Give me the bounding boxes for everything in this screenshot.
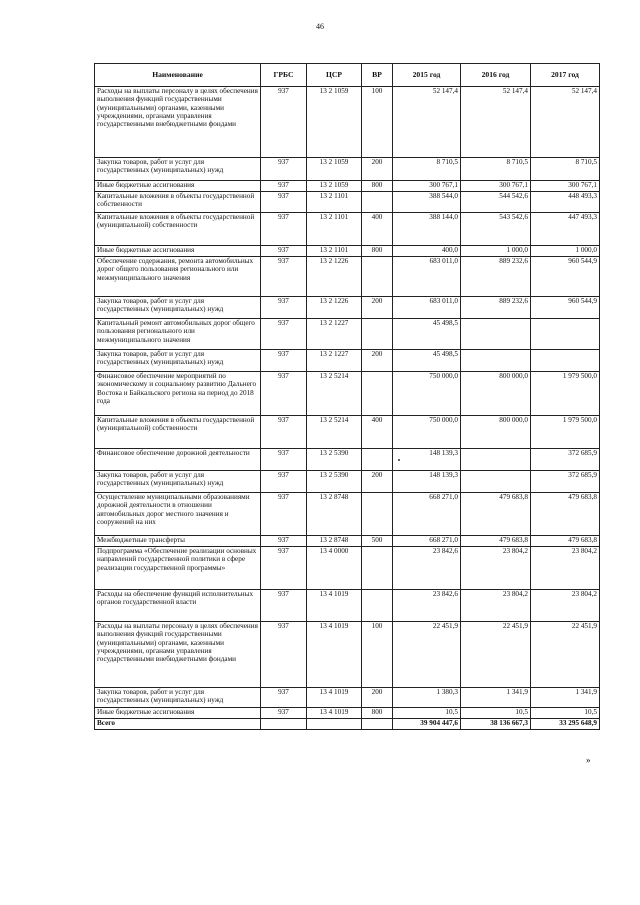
- row-grbs: 937: [261, 257, 307, 297]
- row-name: Закупка товаров, работ и услуг для государственных (муниципальных) нужд: [95, 688, 261, 708]
- row-2015: 148 139,3: [393, 471, 461, 493]
- row-name: Закупка товаров, работ и услуг для государственных (муниципальных) нужд: [95, 297, 261, 319]
- row-grbs: 937: [261, 493, 307, 536]
- row-2017: [531, 319, 600, 350]
- row-csr: 13 4 1019: [307, 708, 362, 719]
- row-2016: 543 542,6: [461, 213, 531, 246]
- row-grbs: 937: [261, 213, 307, 246]
- row-grbs: 937: [261, 297, 307, 319]
- row-2015: 388 144,0: [393, 213, 461, 246]
- row-2015: 300 767,1: [393, 181, 461, 192]
- row-2017: 448 493,3: [531, 192, 600, 213]
- row-2016: 10,5: [461, 708, 531, 719]
- row-2015: 683 011,0: [393, 297, 461, 319]
- row-2015: 8 710,5: [393, 158, 461, 181]
- row-grbs: 937: [261, 590, 307, 622]
- row-vr: 800: [362, 246, 393, 257]
- table-row: [95, 158, 600, 181]
- row-vr: [362, 192, 393, 213]
- row-csr: 13 2 1226: [307, 257, 362, 297]
- row-name: Финансовое обеспечение мероприятий по экономическому и социальному развитию Дальнего Востока и Байкальского региона на период до 2018 года: [95, 372, 261, 416]
- row-2017: 300 767,1: [531, 181, 600, 192]
- row-2016: [461, 319, 531, 350]
- row-csr: 13 4 0000: [307, 547, 362, 590]
- row-name: Закупка товаров, работ и услуг для государственных (муниципальных) нужд: [95, 158, 261, 181]
- total-label: Всего: [95, 719, 261, 730]
- row-2015: 668 271,0: [393, 493, 461, 536]
- row-csr: 13 2 1059: [307, 181, 362, 192]
- page-number: 46: [316, 22, 324, 31]
- table-row: [95, 471, 600, 493]
- table-row: [95, 493, 600, 536]
- row-2015: 52 147,4: [393, 87, 461, 158]
- row-name: Закупка товаров, работ и услуг для государственных (муниципальных) нужд: [95, 471, 261, 493]
- table-row: [95, 688, 600, 708]
- row-2017: 1 979 500,0: [531, 372, 600, 416]
- column-header-2017: 2017 год: [531, 64, 600, 87]
- row-name: Иные бюджетные ассигнования: [95, 246, 261, 257]
- row-name: Иные бюджетные ассигнования: [95, 708, 261, 719]
- row-2017: 23 804,2: [531, 547, 600, 590]
- row-grbs: 937: [261, 688, 307, 708]
- row-2017: 22 451,9: [531, 622, 600, 688]
- row-name: Расходы на выплаты персоналу в целях обеспечения выполнения функций государственными (муниципальными) органами, казенными учреждениями, органами управления государственными внебюджетными фондами: [95, 87, 261, 158]
- row-2016: [461, 350, 531, 372]
- table-row: [95, 192, 600, 213]
- row-grbs: 937: [261, 246, 307, 257]
- column-header-grbs: ГРБС: [261, 64, 307, 87]
- table-row: [95, 257, 600, 297]
- row-vr: 200: [362, 471, 393, 493]
- row-2015: 23 842,6: [393, 547, 461, 590]
- row-2016: 889 232,6: [461, 297, 531, 319]
- row-2017: 10,5: [531, 708, 600, 719]
- row-2017: 52 147,4: [531, 87, 600, 158]
- row-grbs: 937: [261, 547, 307, 590]
- row-2015: 668 271,0: [393, 536, 461, 547]
- row-2015: 148 139,3: [393, 449, 461, 471]
- row-vr: [362, 547, 393, 590]
- row-2017: 1 979 500,0: [531, 416, 600, 449]
- row-vr: [362, 257, 393, 297]
- column-header-2015: 2015 год: [393, 64, 461, 87]
- table-row: [95, 213, 600, 246]
- row-name: Межбюджетные трансферты: [95, 536, 261, 547]
- row-2016: [461, 449, 531, 471]
- row-csr: 13 2 8748: [307, 493, 362, 536]
- row-grbs: 937: [261, 416, 307, 449]
- row-2016: 8 710,5: [461, 158, 531, 181]
- row-2015: 22 451,9: [393, 622, 461, 688]
- total-row: [95, 719, 600, 730]
- row-name: Финансовое обеспечение дорожной деятельности: [95, 449, 261, 471]
- row-vr: 500: [362, 536, 393, 547]
- row-vr: 100: [362, 622, 393, 688]
- row-2016: 1 341,9: [461, 688, 531, 708]
- column-header-vr: ВР: [362, 64, 393, 87]
- row-csr: 13 2 1227: [307, 319, 362, 350]
- row-vr: 200: [362, 297, 393, 319]
- row-2016: 22 451,9: [461, 622, 531, 688]
- table-row: [95, 547, 600, 590]
- total-csr: [307, 719, 362, 730]
- table-row: [95, 350, 600, 372]
- row-name: Иные бюджетные ассигнования: [95, 181, 261, 192]
- row-2016: 300 767,1: [461, 181, 531, 192]
- row-csr: 13 2 1227: [307, 350, 362, 372]
- budget-table: [94, 63, 600, 730]
- row-grbs: 937: [261, 158, 307, 181]
- row-csr: 13 2 5214: [307, 372, 362, 416]
- row-2016: 479 683,8: [461, 536, 531, 547]
- row-grbs: 937: [261, 192, 307, 213]
- row-2017: 960 544,9: [531, 297, 600, 319]
- row-vr: 800: [362, 708, 393, 719]
- row-grbs: 937: [261, 708, 307, 719]
- total-2016: 38 136 667,3: [461, 719, 531, 730]
- table-row: [95, 246, 600, 257]
- row-name: Расходы на выплаты персоналу в целях обеспечения выполнения функций государственными (муниципальными) органами, казенными учреждениями, органами управления государственными внебюджетными фондами: [95, 622, 261, 688]
- row-2016: 889 232,6: [461, 257, 531, 297]
- row-vr: 100: [362, 87, 393, 158]
- row-2017: 1 341,9: [531, 688, 600, 708]
- table-row: [95, 416, 600, 449]
- closing-quote: »: [586, 755, 591, 765]
- table-row: [95, 622, 600, 688]
- row-2017: 372 685,9: [531, 449, 600, 471]
- row-name: Капитальные вложения в объекты государственной (муниципальной) собственности: [95, 416, 261, 449]
- scan-dot: [398, 459, 400, 461]
- row-vr: [362, 493, 393, 536]
- row-grbs: 937: [261, 622, 307, 688]
- row-csr: 13 4 1019: [307, 688, 362, 708]
- table-row: [95, 449, 600, 471]
- row-2016: 1 000,0: [461, 246, 531, 257]
- row-csr: 13 2 1101: [307, 192, 362, 213]
- table-row: [95, 708, 600, 719]
- row-name: Расходы на обеспечение функций исполнительных органов государственной власти: [95, 590, 261, 622]
- row-vr: [362, 319, 393, 350]
- table-row: [95, 181, 600, 192]
- row-vr: 400: [362, 213, 393, 246]
- row-2015: 750 000,0: [393, 372, 461, 416]
- row-grbs: 937: [261, 372, 307, 416]
- row-grbs: 937: [261, 87, 307, 158]
- row-2015: 23 842,6: [393, 590, 461, 622]
- row-vr: 200: [362, 158, 393, 181]
- table-row: [95, 536, 600, 547]
- row-name: Капитальный ремонт автомобильных дорог общего пользования регионального или межмуниципального значения: [95, 319, 261, 350]
- row-2016: 479 683,8: [461, 493, 531, 536]
- row-2016: 23 804,2: [461, 590, 531, 622]
- row-name: Осуществление муниципальными образованиями дорожной деятельности в отношении автомобильных дорог местного значения и сооружений на них: [95, 493, 261, 536]
- row-csr: 13 2 1101: [307, 213, 362, 246]
- row-grbs: 937: [261, 181, 307, 192]
- row-vr: 800: [362, 181, 393, 192]
- total-2015: 39 904 447,6: [393, 719, 461, 730]
- row-name: Капитальные вложения в объекты государственной собственности: [95, 192, 261, 213]
- row-name: Подпрограмма «Обеспечение реализации основных направлений государственной политики в сфере реализации государственной программы»: [95, 547, 261, 590]
- row-csr: 13 2 5390: [307, 471, 362, 493]
- row-2017: 23 804,2: [531, 590, 600, 622]
- table-row: [95, 590, 600, 622]
- row-csr: 13 2 1226: [307, 297, 362, 319]
- row-2015: 10,5: [393, 708, 461, 719]
- row-vr: 200: [362, 350, 393, 372]
- row-2016: [461, 471, 531, 493]
- table-row: [95, 372, 600, 416]
- row-name: Закупка товаров, работ и услуг для государственных (муниципальных) нужд: [95, 350, 261, 372]
- row-grbs: 937: [261, 449, 307, 471]
- row-csr: 13 2 5390: [307, 449, 362, 471]
- total-2017: 33 295 648,9: [531, 719, 600, 730]
- row-csr: 13 2 1059: [307, 87, 362, 158]
- row-2017: 372 685,9: [531, 471, 600, 493]
- column-header-2016: 2016 год: [461, 64, 531, 87]
- row-csr: 13 2 1101: [307, 246, 362, 257]
- row-csr: 13 4 1019: [307, 622, 362, 688]
- total-vr: [362, 719, 393, 730]
- row-vr: [362, 372, 393, 416]
- row-2017: 479 683,8: [531, 493, 600, 536]
- row-2017: 8 710,5: [531, 158, 600, 181]
- row-csr: 13 2 5214: [307, 416, 362, 449]
- row-vr: [362, 449, 393, 471]
- row-2016: 52 147,4: [461, 87, 531, 158]
- row-vr: 200: [362, 688, 393, 708]
- row-2015: 750 000,0: [393, 416, 461, 449]
- row-name: Капитальные вложения в объекты государственной (муниципальной) собственности: [95, 213, 261, 246]
- row-2015: 683 011,0: [393, 257, 461, 297]
- row-2016: 23 804,2: [461, 547, 531, 590]
- table-row: [95, 87, 600, 158]
- row-2015: 45 498,5: [393, 319, 461, 350]
- row-2017: 960 544,9: [531, 257, 600, 297]
- row-2016: 800 000,0: [461, 372, 531, 416]
- row-2016: 544 542,6: [461, 192, 531, 213]
- total-grbs: [261, 719, 307, 730]
- row-2017: 1 000,0: [531, 246, 600, 257]
- row-vr: 400: [362, 416, 393, 449]
- row-2017: [531, 350, 600, 372]
- row-2016: 800 000,0: [461, 416, 531, 449]
- row-csr: 13 4 1019: [307, 590, 362, 622]
- row-grbs: 937: [261, 319, 307, 350]
- row-2017: 479 683,8: [531, 536, 600, 547]
- row-grbs: 937: [261, 536, 307, 547]
- row-csr: 13 2 8748: [307, 536, 362, 547]
- table-row: [95, 297, 600, 319]
- row-2017: 447 493,3: [531, 213, 600, 246]
- row-csr: 13 2 1059: [307, 158, 362, 181]
- row-grbs: 937: [261, 471, 307, 493]
- column-header-csr: ЦСР: [307, 64, 362, 87]
- table-row: [95, 319, 600, 350]
- row-grbs: 937: [261, 350, 307, 372]
- column-header-name: Наименование: [95, 64, 261, 87]
- table-header-row: [95, 64, 600, 87]
- row-2015: 1 380,3: [393, 688, 461, 708]
- row-2015: 400,0: [393, 246, 461, 257]
- row-vr: [362, 590, 393, 622]
- row-name: Обеспечение содержания, ремонта автомобильных дорог общего пользования регионального или межмуниципального значения: [95, 257, 261, 297]
- row-2015: 45 498,5: [393, 350, 461, 372]
- row-2015: 388 544,0: [393, 192, 461, 213]
